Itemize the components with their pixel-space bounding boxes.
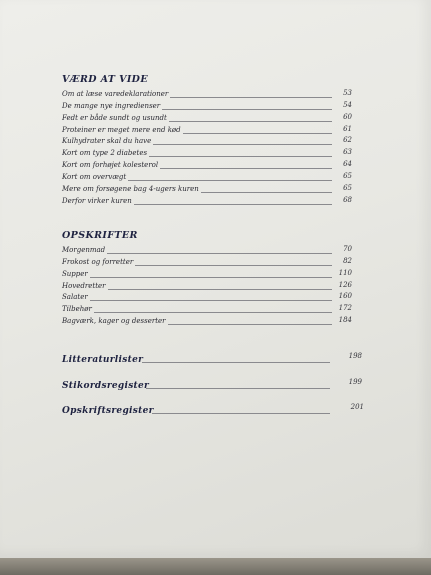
toc-row [62, 279, 362, 291]
toc-label: Proteiner er meget mere end kød [62, 125, 181, 134]
toc-label: Derfor virker kuren [62, 196, 132, 205]
toc-label: Om at læse varedeklarationer [62, 89, 169, 98]
page-number: 82 [343, 256, 352, 265]
leader-line [142, 362, 330, 363]
toc-label: Mere om forsøgene bag 4-ugers kuren [62, 185, 199, 194]
leader-line [94, 312, 332, 313]
register-row-stikordsregister [62, 375, 362, 391]
register-label: Stikordsregister [62, 381, 150, 391]
toc-list [62, 243, 362, 326]
toc-list [62, 87, 362, 206]
leader-line [107, 253, 332, 254]
section-vaerd-at-vide [62, 73, 362, 206]
leader-line [168, 324, 332, 325]
leader-line [108, 289, 332, 290]
page-number: 126 [338, 280, 352, 289]
toc-row [62, 87, 362, 99]
toc-label: Kulhydrater skal du have [62, 137, 152, 146]
register-label: Litteraturlister [62, 355, 144, 365]
leader-line [152, 413, 330, 414]
toc-row [62, 243, 362, 255]
toc-label: Bagværk, kager og desserter [62, 317, 166, 326]
leader-line [153, 144, 332, 145]
page-number: 198 [348, 352, 362, 360]
toc-row [62, 302, 362, 314]
leader-line [183, 133, 332, 134]
toc-label: Tilbehør [62, 305, 92, 314]
leader-line [90, 277, 332, 278]
leader-line [146, 388, 330, 389]
toc-row [62, 182, 362, 194]
leader-line [149, 156, 332, 157]
toc-row [62, 194, 362, 206]
leader-line [135, 265, 332, 266]
page-number: 68 [343, 195, 352, 204]
toc-row [62, 123, 362, 135]
toc-label: Morgenmad [62, 245, 106, 254]
page-number: 53 [343, 88, 352, 97]
leader-line [169, 121, 332, 122]
toc-label: Salater [62, 293, 88, 302]
page-number: 160 [338, 292, 352, 301]
toc-label: Kort om type 2 diabetes [62, 149, 148, 158]
toc-row [62, 170, 362, 182]
toc-row [62, 267, 362, 279]
page-number: 172 [338, 304, 352, 313]
page-number: 62 [343, 136, 352, 145]
toc-label: Fedt er både sundt og usundt [62, 113, 167, 122]
register-row-litteraturlister [62, 349, 362, 365]
page-number: 201 [350, 403, 364, 411]
toc-row [62, 158, 362, 170]
toc-row [62, 99, 362, 111]
toc-label: Hovedretter [62, 281, 106, 290]
page-number: 199 [348, 378, 362, 386]
toc-label: Kort om overvægt [62, 173, 127, 182]
page-number: 184 [338, 316, 352, 325]
leader-line [128, 180, 332, 181]
toc-row [62, 314, 362, 326]
leader-line [160, 168, 332, 169]
page-number: 63 [343, 148, 352, 157]
page-number: 65 [343, 184, 352, 193]
leader-line [201, 192, 332, 193]
toc-row [62, 255, 362, 267]
toc-row [62, 111, 362, 123]
toc-row [62, 291, 362, 303]
toc-row [62, 146, 362, 158]
page-number: 60 [343, 112, 352, 121]
page-number: 65 [343, 172, 352, 181]
register-row-opskriftsregister [62, 400, 362, 416]
page-number: 64 [343, 160, 352, 169]
toc-row [62, 135, 362, 147]
leader-line [90, 300, 332, 301]
register-label: Opskriftsregister [62, 406, 154, 416]
page-number: 54 [343, 100, 352, 109]
page-number: 70 [343, 244, 352, 253]
page-number: 61 [343, 124, 352, 133]
toc-label: Supper [62, 269, 88, 278]
toc-label: Frokost og forretter [62, 257, 134, 266]
toc-label: De mange nye ingredienser [62, 101, 161, 110]
table-surface [0, 558, 431, 575]
leader-line [162, 109, 332, 110]
leader-line [134, 204, 332, 205]
toc-label: Kort om forhøjet kolesterol [62, 161, 159, 170]
section-opskrifter [62, 229, 362, 326]
leader-line [170, 97, 332, 98]
section-title: VÆRD AT VIDE [62, 74, 148, 85]
section-title: OPSKRIFTER [62, 230, 138, 241]
page-number: 110 [338, 268, 352, 277]
